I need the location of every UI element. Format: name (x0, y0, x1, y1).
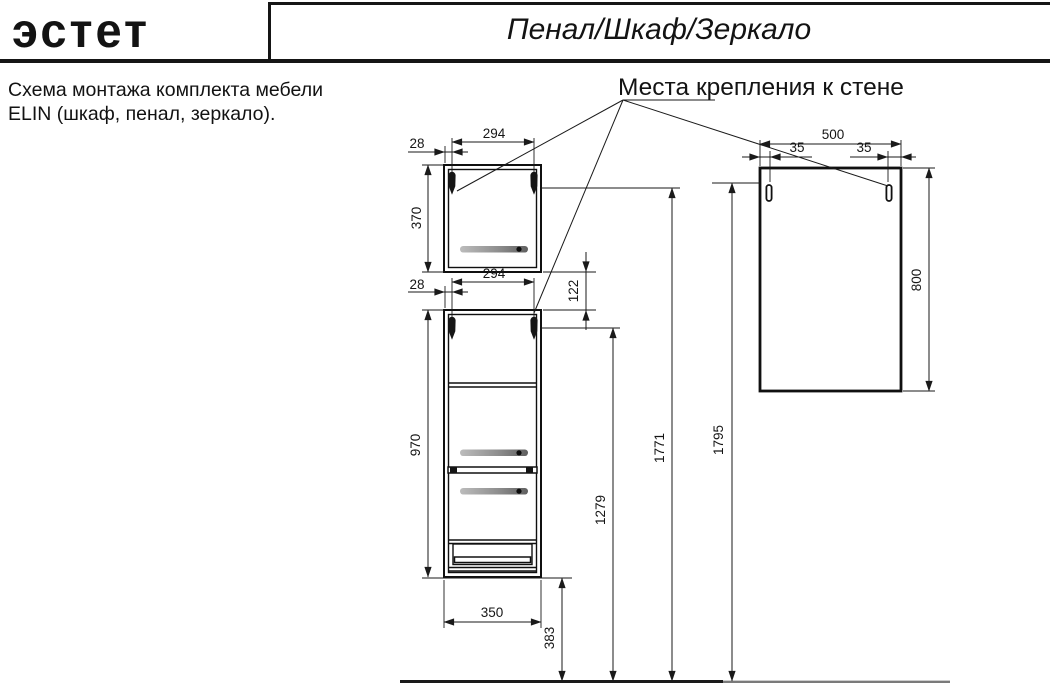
dim-label: 800 (909, 268, 924, 292)
dim-floor-clearance (542, 578, 562, 681)
dim-label: 970 (408, 433, 423, 457)
tall-cabinet-drawing (444, 310, 541, 577)
dim-label: 28 (409, 136, 425, 151)
dim-label: 35 (856, 140, 872, 155)
dim-cabinet-height (409, 165, 444, 272)
mirror-drawing (760, 168, 901, 391)
dim-label: 294 (482, 266, 506, 281)
dim-label: 1771 (652, 432, 667, 464)
dim-mirror-height (903, 168, 935, 391)
dim-mirror-width (760, 127, 901, 166)
wall-cabinet-drawing (444, 165, 541, 272)
dim-label: 370 (409, 206, 424, 230)
dim-label: 1279 (593, 494, 608, 526)
dim-label: 35 (789, 140, 805, 155)
title-block-top-border (268, 2, 1050, 5)
dim-pencil-base-width (444, 580, 541, 628)
dim-label: 122 (566, 279, 581, 303)
dim-label: 1795 (711, 424, 726, 456)
dim-label: 28 (409, 277, 425, 292)
dim-cabinet-hook-offset-top (408, 136, 468, 163)
assembly-drawing (0, 60, 1050, 688)
dim-label: 350 (480, 605, 504, 620)
page-title: Пенал/Шкаф/Зеркало (506, 13, 812, 46)
description-line-2: ELIN (шкаф, пенал, зеркало). (8, 102, 276, 125)
brand-logo: эстет (12, 3, 151, 58)
dim-label: 294 (482, 126, 506, 141)
wall-mount-label: Места крепления к стене (618, 74, 904, 101)
dim-label: 500 (821, 127, 845, 142)
dim-gap-between-units (543, 252, 596, 330)
dim-label: 383 (542, 626, 557, 650)
description-line-1: Схема монтажа комплекта мебели (8, 79, 323, 101)
dim-mirror-hook-height (711, 183, 760, 681)
